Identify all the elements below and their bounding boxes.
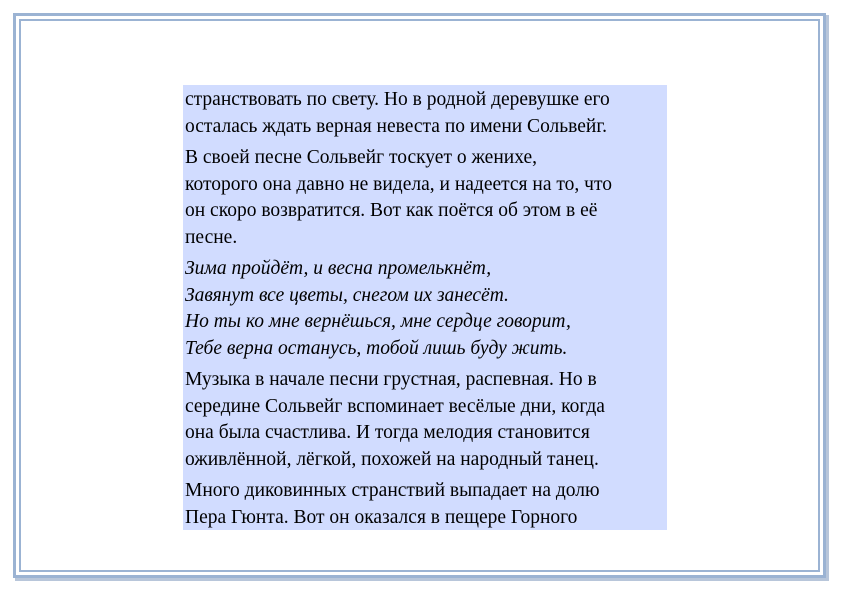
text-box	[183, 85, 667, 530]
text-line: Пера Гюнта. Вот он оказался в пещере Горного	[185, 506, 578, 528]
text-line: он скоро возвратится. Вот как поётся об этом в её	[185, 200, 598, 221]
paragraph-5	[185, 478, 667, 530]
text-line: Много диковинных странствий выпадает на долю	[185, 480, 600, 501]
paragraph-2	[185, 145, 667, 251]
verse-line: Зима пройдёт, и весна промелькнёт,	[185, 258, 492, 279]
paragraph-4	[185, 367, 667, 473]
text-line: странствовать по свету. Но в родной деревушке его	[185, 89, 610, 110]
text-line: Музыка в начале песни грустная, распевная. Но в	[185, 369, 597, 390]
verse-line: Завянут все цветы, снегом их занесёт.	[185, 284, 509, 306]
text-line: песне.	[185, 226, 238, 248]
paragraph-1	[185, 87, 667, 140]
text-line: В своей песне Сольвейг тоскует о женихе,	[185, 147, 537, 168]
frame-shadow-bottom	[15, 578, 829, 581]
text-line: осталась ждать верная невеста по имени Сольвейг.	[185, 115, 608, 137]
text-line: середине Сольвейг вспоминает весёлые дни, когда	[185, 395, 605, 417]
frame-shadow-right	[826, 15, 829, 580]
text-line: она была счастлива. И тогда мелодия становится	[185, 422, 590, 443]
verse-line: Тебе верна останусь, тобой лишь буду жить.	[185, 337, 568, 359]
verse-line: Но ты ко мне вернёшься, мне сердце говорит,	[185, 311, 571, 332]
verse-quote	[185, 256, 667, 362]
text-line: которого она давно не видела, и надеется на то, что	[185, 173, 612, 195]
text-line: оживлённой, лёгкой, похожей на народный танец.	[185, 448, 599, 470]
